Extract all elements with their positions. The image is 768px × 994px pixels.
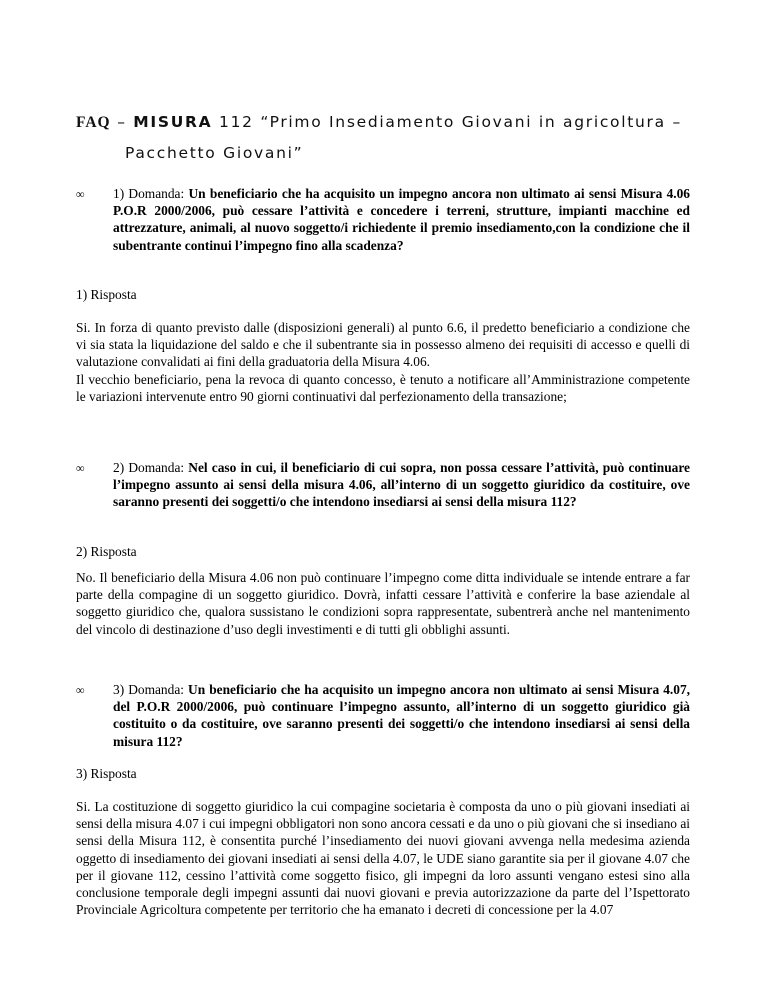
page-title (76, 107, 706, 168)
title-line1-rest: 112 “Primo Insediamento Giovani in agricoltura – (212, 113, 682, 131)
question-label: 2) Domanda: (113, 460, 189, 475)
question-text: Un beneficiario che ha acquisito un impegno ancora non ultimato ai sensi Misura 4.06 P.O.R 2000/2006, può cessare l’attività e concedere i terreni, strutture, impianti macchine ed attrezzature, animali, al nuovo soggetto/i richiedente il premio insediamento,con la condizione che il subentrante continui l’impegno fino alla scadenza? (113, 186, 690, 253)
answer-heading-1: 1) Risposta (76, 287, 137, 302)
answer-paragraph: Il vecchio beneficiario, pena la revoca di quanto concesso, è tenuto a notificare all’Amministrazione competente le variazioni intervenute entro 90 giorni continuativi dal perfezionamento della transazione; (76, 371, 690, 404)
title-dash: – (110, 113, 134, 131)
answer-heading-3: 3) Risposta (76, 766, 137, 781)
question-label: 1) Domanda: (113, 186, 189, 201)
bullet-icon: ∞ (76, 683, 85, 697)
title-line2: Pacchetto Giovani” (125, 144, 304, 162)
faq-answer-2 (76, 569, 690, 638)
title-measure: MISURA (133, 113, 213, 131)
question-label: 3) Domanda: (113, 682, 189, 697)
answer-paragraph: No. Il beneficiario della Misura 4.06 non può continuare l’impegno come ditta individuale se intende entrare a far parte della compagine di un soggetto giuridico. Dovrà, infatti cessare l’attività e conferire la base aziendale al soggetto giuridico che, qualora sussistano le condizioni sopra rappresentate, subentrerà anche nel mantenimento del vincolo di destinazione d’uso degli investimenti e di tutti gli obblighi assunti. (76, 570, 690, 637)
answer-paragraph: Si. In forza di quanto previsto dalle (disposizioni generali) al punto 6.6, il predetto beneficiario a condizione che vi sia stata la liquidazione del saldo e che il subentrante sia in possesso almeno dei requisiti di accesso e quelli di valutazione convalidati ai fini della graduatoria della Misura 4.06. (76, 320, 690, 370)
title-faq: FAQ (76, 114, 111, 131)
faq-question-1 (76, 185, 690, 254)
answer-heading-2: 2) Risposta (76, 544, 137, 559)
faq-answer-3 (76, 798, 690, 918)
bullet-icon: ∞ (76, 461, 85, 475)
question-text: Nel caso in cui, il beneficiario di cui sopra, non possa cessare l’attività, può continuare l’impegno assunto ai sensi della misura 4.06, all’interno di un soggetto giuridico da costituire, ove saranno presenti dei soggetti/o che intendono insediarsi ai sensi della misura 112? (113, 460, 690, 510)
faq-question-2 (76, 459, 690, 511)
faq-answer-1 (76, 319, 690, 405)
bullet-icon: ∞ (76, 187, 85, 201)
question-text: Un beneficiario che ha acquisito un impegno ancora non ultimato ai sensi Misura 4.07, del P.O.R 2000/2006, può continuare l’impegno assunto, all’interno di un soggetto giuridico già costituito o da costituire, ove saranno presenti dei soggetti/o che intendono insediarsi ai sensi della misura 112? (113, 682, 690, 749)
faq-question-3 (76, 681, 690, 750)
answer-paragraph: Si. La costituzione di soggetto giuridico la cui compagine societaria è composta da uno o più giovani insediati ai sensi della misura 4.07 i cui impegni obbligatori non sono ancora cessati e da uno o più giovani che si insediano ai sensi della Misura 112, è consentita purché l’insediamento dei nuovi giovani avvenga nella medesima azienda oggetto di insediamento dei giovani insediati ai sensi della 4.07, le UDE siano garantite sia per il giovane 4.07 che per il giovane 112, cessino l’attività come soggetto fisico, gli impegni da loro assunti vengano estesi sino alla conclusione temporale degli impegni assunti dai nuovi giovani e previa autorizzazione da parte del l’Ispettorato Provinciale Agricoltura competente per territorio che ha emanato i decreti di concessione per la 4.07 (76, 799, 690, 918)
